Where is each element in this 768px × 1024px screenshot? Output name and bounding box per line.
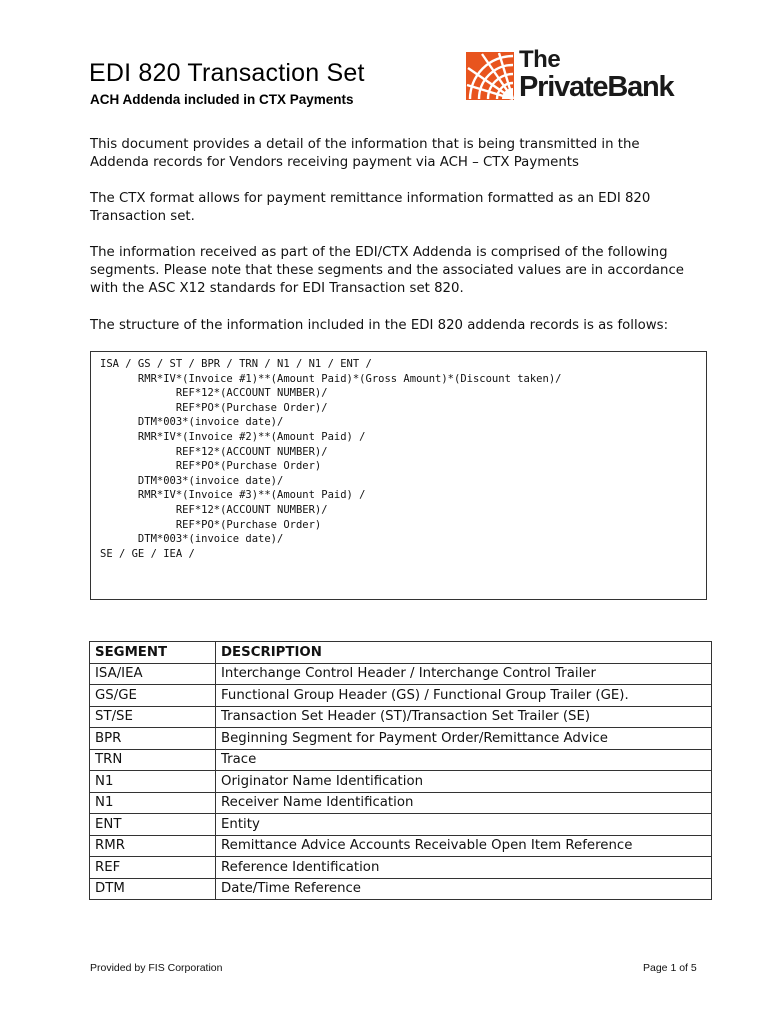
table-row	[90, 771, 712, 793]
description-cell: Date/Time Reference	[216, 878, 712, 900]
column-header-segment: SEGMENT	[90, 642, 216, 664]
column-header-description: DESCRIPTION	[216, 642, 712, 664]
document-subtitle: ACH Addenda included in CTX Payments	[90, 92, 354, 107]
structure-code: ISA / GS / ST / BPR / TRN / N1 / N1 / ENT / RMR*IV*(Invoice #1)**(Amount Paid)*(Gross Amount)*(Discount taken)/ REF*12*(ACCOUNT NUMBER)/ REF*PO*(Purchase Order)/ DTM*003*(invoice date)/ RMR*IV*(Invoice #2)**(Amount Paid) / REF*12*(ACCOUNT NUMBER)/ REF*PO*(Purchase Order) DTM*003*(invoice date)/ RMR*IV*(Invoice #3)**(Amount Paid) / REF*12*(ACCOUNT NUMBER)/ REF*PO*(Purchase Order) DTM*003*(invoice date)/ SE / GE / IEA /	[100, 358, 562, 560]
segment-cell: REF	[90, 857, 216, 879]
segment-table	[89, 641, 712, 900]
segment-cell: ISA/IEA	[90, 663, 216, 685]
description-cell: Entity	[216, 814, 712, 836]
description-cell: Trace	[216, 749, 712, 771]
segment-cell: GS/GE	[90, 685, 216, 707]
logo-text-privatebank: PrivateBank	[519, 71, 674, 103]
table-header-row	[90, 642, 712, 664]
structure-intro-paragraph: The structure of the information included in the EDI 820 addenda records is as follows:	[90, 318, 669, 333]
ctx-format-paragraph: The CTX format allows for payment remittance information formatted as an EDI 820 Transaction set.	[90, 191, 651, 224]
table-row	[90, 878, 712, 900]
segment-cell: N1	[90, 771, 216, 793]
segment-cell: TRN	[90, 749, 216, 771]
segment-cell: RMR	[90, 835, 216, 857]
table-row	[90, 749, 712, 771]
privatebank-logo	[466, 46, 688, 104]
logo-text-the: The	[519, 46, 561, 73]
table-row	[90, 857, 712, 879]
description-cell: Functional Group Header (GS) / Functional Group Trailer (GE).	[216, 685, 712, 707]
structure-code-box	[90, 351, 707, 600]
description-cell: Transaction Set Header (ST)/Transaction Set Trailer (SE)	[216, 706, 712, 728]
footer-page-number: Page 1 of 5	[643, 962, 697, 974]
segment-cell: N1	[90, 792, 216, 814]
segment-cell: ST/SE	[90, 706, 216, 728]
table-row	[90, 814, 712, 836]
segment-cell: DTM	[90, 878, 216, 900]
table-row	[90, 792, 712, 814]
segments-paragraph: The information received as part of the EDI/CTX Addenda is comprised of the following segments. Please note that these segments and the associated values are in accordance with the ASC X12 standards for EDI Transaction set 820.	[90, 245, 684, 296]
segment-cell: BPR	[90, 728, 216, 750]
document-title: EDI 820 Transaction Set	[89, 59, 365, 87]
description-cell: Originator Name Identification	[216, 771, 712, 793]
description-cell: Remittance Advice Accounts Receivable Open Item Reference	[216, 835, 712, 857]
bank-logo-icon	[466, 52, 514, 100]
description-cell: Beginning Segment for Payment Order/Remittance Advice	[216, 728, 712, 750]
description-cell: Reference Identification	[216, 857, 712, 879]
description-cell: Receiver Name Identification	[216, 792, 712, 814]
table-row	[90, 706, 712, 728]
segment-cell: ENT	[90, 814, 216, 836]
footer-provider: Provided by FIS Corporation	[90, 962, 223, 974]
table-row	[90, 663, 712, 685]
table-row	[90, 835, 712, 857]
table-row	[90, 685, 712, 707]
intro-paragraph: This document provides a detail of the information that is being transmitted in the Addenda records for Vendors receiving payment via ACH – CTX Payments	[90, 137, 640, 170]
table-row	[90, 728, 712, 750]
description-cell: Interchange Control Header / Interchange Control Trailer	[216, 663, 712, 685]
